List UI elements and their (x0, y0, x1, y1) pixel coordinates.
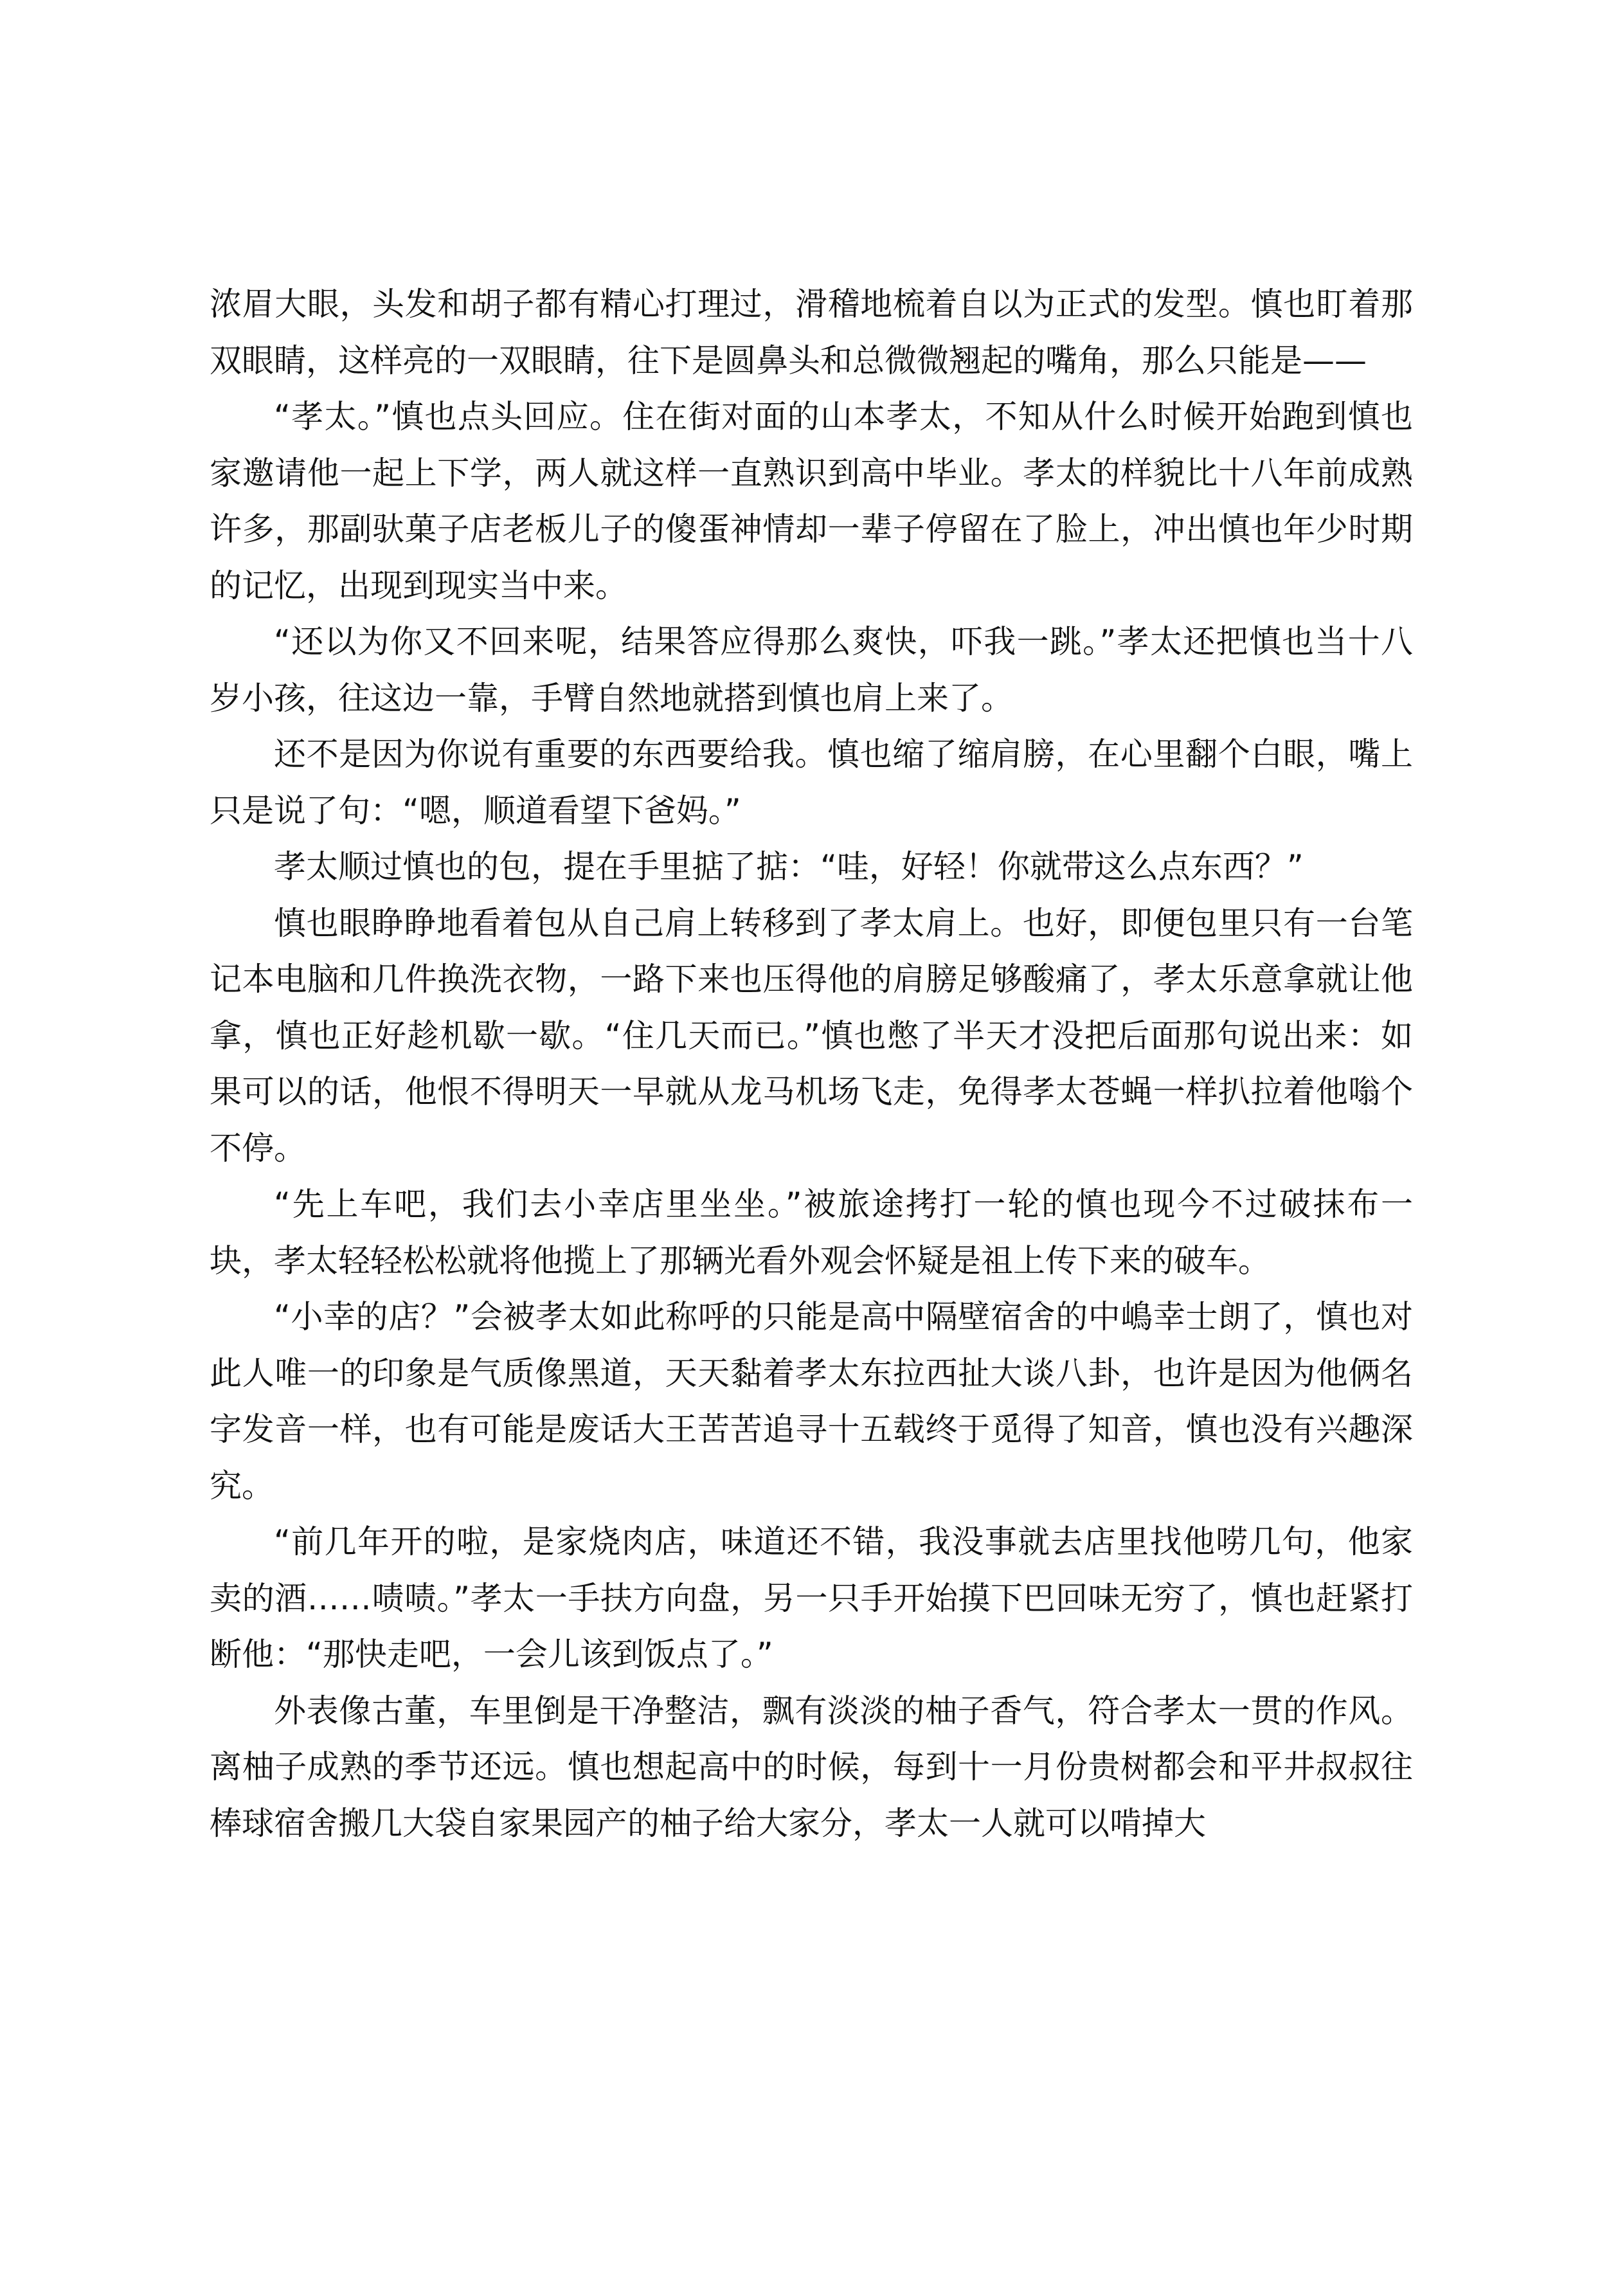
paragraph-8: “小幸的店？”会被孝太如此称呼的只能是高中隔壁宿舍的中嶋幸士朗了，慎也对此人唯一的印象是气质像黑道，天天黏着孝太东拉西扯大谈八卦，也许是因为他俩名字发音一样，也有可能是废话大王苦苦追寻十五载终于觅得了知音，慎也没有兴趣深究。 (210, 1298, 1413, 1505)
paragraph-3: “还以为你又不回来呢，结果答应得那么爽快，吓我一跳。”孝太还把慎也当十八岁小孩，往这边一靠，手臂自然地就搭到慎也肩上来了。 (210, 623, 1413, 717)
paragraph-7: “先上车吧，我们去小幸店里坐坐。”被旅途拷打一轮的慎也现今不过破抹布一块，孝太轻轻松松就将他揽上了那辆光看外观会怀疑是祖上传下来的破车。 (210, 1186, 1413, 1279)
paragraph-1: 浓眉大眼，头发和胡子都有精心打理过，滑稽地梳着自以为正式的发型。慎也盯着那双眼睛，这样亮的一双眼睛，往下是圆鼻头和总微微翘起的嘴角，那么只能是—— (210, 285, 1413, 379)
paragraph-5: 孝太顺过慎也的包，提在手里掂了掂：“哇，好轻！你就带这么点东西？” (274, 848, 1304, 885)
paragraph-9: “前几年开的啦，是家烧肉店，味道还不错，我没事就去店里找他唠几句，他家卖的酒……啧啧。”孝太一手扶方向盘，另一只手开始摸下巴回味无穷了，慎也赶紧打断他：“那快走吧，一会儿该到饭点了。” (210, 1523, 1413, 1673)
paragraph-4: 还不是因为你说有重要的东西要给我。慎也缩了缩肩膀，在心里翻个白眼，嘴上只是说了句：“嗯，顺道看望下爸妈。” (210, 736, 1413, 829)
body-text (210, 276, 1413, 1852)
paragraph-2: “孝太。”慎也点头回应。住在街对面的山本孝太，不知从什么时候开始跑到慎也家邀请他一起上下学，两人就这样一直熟识到高中毕业。孝太的样貌比十八年前成熟许多，那副驮菓子店老板儿子的傻蛋神情却一辈子停留在了脸上，冲出慎也年少时期的记忆，出现到现实当中来。 (210, 398, 1413, 604)
paragraph-10: 外表像古董，车里倒是干净整洁，飘有淡淡的柚子香气，符合孝太一贯的作风。离柚子成熟的季节还远。慎也想起高中的时候，每到十一月份贵树都会和平井叔叔往棒球宿舍搬几大袋自家果园产的柚子给大家分，孝太一人就可以啃掉大 (210, 1692, 1413, 1842)
paragraph-6: 慎也眼睁睁地看着包从自己肩上转移到了孝太肩上。也好，即便包里只有一台笔记本电脑和几件换洗衣物，一路下来也压得他的肩膀足够酸痛了，孝太乐意拿就让他拿，慎也正好趁机歇一歇。“住几天而已。”慎也憋了半天才没把后面那句说出来：如果可以的话，他恨不得明天一早就从龙马机场飞走，免得孝太苍蝇一样扒拉着他嗡个不停。 (210, 904, 1413, 1167)
